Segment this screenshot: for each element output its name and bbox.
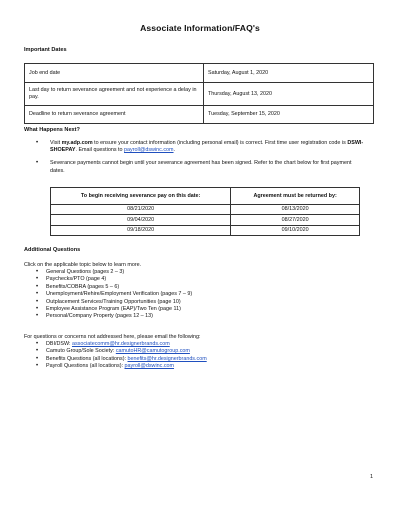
what-happens-next-heading: What Happens Next? xyxy=(24,127,80,133)
contact-label: DBI/DSW: xyxy=(46,341,72,347)
topic-link[interactable]: • Benefits/COBRA (pages 5 – 6) xyxy=(36,284,192,291)
topics-list xyxy=(36,269,192,321)
pay-date: 09/04/2020 xyxy=(51,215,231,225)
list-item xyxy=(36,348,207,355)
date-label: Last day to return severance agreement and not experience a delay in pay. xyxy=(25,83,204,106)
table-row xyxy=(51,205,360,215)
contacts-list xyxy=(36,341,207,371)
important-dates-heading: Important Dates xyxy=(24,47,67,53)
bullet-text: . Email questions to xyxy=(75,147,125,154)
contacts-intro: For questions or concerns not addressed here, please email the following: xyxy=(24,334,201,340)
date-value: Tuesday, September 15, 2020 xyxy=(204,106,374,124)
payroll-email-link[interactable]: payroll@dswinc.com xyxy=(124,147,174,154)
bullet-text: . xyxy=(173,147,176,154)
page-number: 1 xyxy=(370,474,374,480)
contact-email-link[interactable]: associatecomm@hr.designerbrands.com xyxy=(71,341,170,347)
important-dates-table xyxy=(24,63,374,124)
list-item xyxy=(36,341,207,348)
contact-email-link[interactable]: benefits@hr.designerbrands.com xyxy=(127,355,207,362)
topic-link[interactable]: • General Questions (pages 2 – 3) xyxy=(36,269,192,276)
contact-email-link[interactable]: payroll@dswinc.com xyxy=(124,363,175,370)
page-title: Associate Information/FAQ's xyxy=(140,23,260,33)
table-row xyxy=(51,225,360,235)
topic-link[interactable]: • Employee Assistance Program (EAP)/Two Ten (page 11) xyxy=(36,306,192,313)
topic-link[interactable]: • Paychecks/PTO (page 4) xyxy=(36,276,192,283)
list-item xyxy=(36,140,366,154)
column-header: Agreement must be returned by: xyxy=(231,188,360,205)
topics-intro: Click on the applicable topic below to learn more. xyxy=(24,262,142,268)
contact-email-link[interactable]: camutoHR@camutogroup.com xyxy=(115,348,190,355)
adp-site: my.adp.com xyxy=(61,140,93,146)
contact-label: Payroll Questions (all locations): xyxy=(46,363,125,370)
bullet-text: to ensure your contact information (including personal email) is correct. First time user registration code is xyxy=(92,140,348,146)
list-item xyxy=(36,363,207,370)
date-value: Thursday, August 13, 2020 xyxy=(204,83,374,106)
pay-date: 08/21/2020 xyxy=(51,205,231,215)
column-header: To begin receiving severance pay on this date: xyxy=(51,188,231,205)
table-header-row xyxy=(51,188,360,205)
table-row xyxy=(25,83,374,106)
return-date: 08/13/2020 xyxy=(231,205,360,215)
topic-link[interactable]: • Personal/Company Property (pages 12 – 13) xyxy=(36,313,192,320)
date-label: Deadline to return severance agreement xyxy=(25,106,204,124)
topic-link[interactable]: • Outplacement Services/Training Opportunities (page 10) xyxy=(36,299,192,306)
table-row xyxy=(51,215,360,225)
additional-questions-heading: Additional Questions xyxy=(24,247,81,253)
contact-label: Camuto Group/Sole Society: xyxy=(46,348,116,355)
date-value: Saturday, August 1, 2020 xyxy=(204,64,374,83)
registration-code: DSWI-SHOEPAY xyxy=(50,140,364,154)
next-steps-list xyxy=(36,140,366,175)
return-date: 08/27/2020 xyxy=(231,215,360,225)
bullet-text: Visit xyxy=(50,140,62,146)
list-item: • Severance payments cannot begin until your severance agreement has been signed. Refer to the chart below for first payment dates. xyxy=(36,160,366,174)
list-item xyxy=(36,356,207,363)
table-row xyxy=(25,64,374,83)
return-date: 09/10/2020 xyxy=(231,225,360,235)
topic-link[interactable]: • Unemployment/Rehire/Employment Verification (pages 7 – 9) xyxy=(36,291,192,298)
date-label: Job end date xyxy=(25,64,204,83)
table-row xyxy=(25,106,374,124)
pay-date: 09/18/2020 xyxy=(51,225,231,235)
payment-dates-table xyxy=(50,187,360,236)
contact-label: Benefits Questions (all locations): xyxy=(46,355,128,362)
